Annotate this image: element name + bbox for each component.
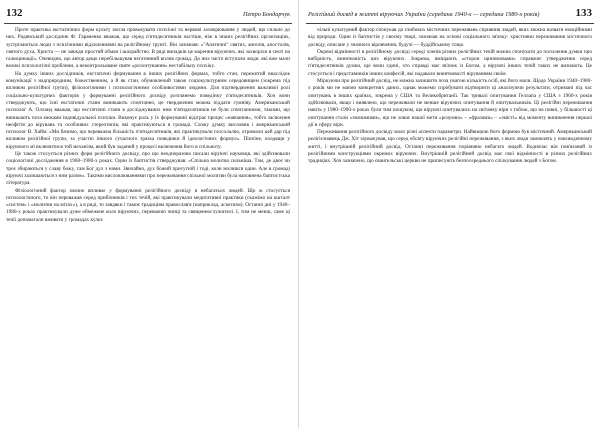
left-page-body: [4, 24, 292, 224]
paragraph: Проте практика екстатичних форм культу могла провокувати психічні та нервові захворювання у людей, що сильно до них. Радянський дослідник Ф. Гараненко вважав, що серед п'ятидесятників частіше, ніж в інших релігійних організаціях, зустрічаються люди з психічними відхиленнями на релігійному ґрунті. Він зазначав: «"Апатичні" святих, ангелів, апостолів, святого духа, Христа — не завжди простий обман і шахрайство. В ряді випадків це марення віруючих, які захворіли в секті на галюцинації». Очевидно, що автор дещо перебільшував негативний вплив громад. До них часто вступали люди, які вже мали великі психологічні проблеми, а неконтрольоване святе «розхитування» нестабільну психіку.: [6, 27, 290, 70]
page-gutter: [298, 0, 299, 428]
right-page-body: [306, 24, 594, 166]
paragraph: Це також стосується різних форм релігійного досвіду, про що неодноразово писали віруючі науковця, які здійснювали соціологічні дослідження в 1960–1980-х роках. Один із баптистів стверджував: «Спільна молитва сильніша. Там, де двоє чи троє збираються у славу божу, там Бог дух з нами. Звичайно, дух божий присутній і тоді, коли молишся один. Але в громаді віруючі залишаються з ним разом». Такими висловлюваннями про переживання спільної молитви була наповнена баптистська література.: [6, 151, 290, 187]
left-page: [4, 0, 292, 428]
paragraph: чільні культурний фактор спонукав до глибоких містичних переживань сприяння людей, яких можна назвати емоційними від природи. Один із баптистів у своєму творі, зазначав на основі соціального зв'язку: християни переживання містичного досвіду, описане у значного віровчення, будучі — буддійському тощо.: [308, 27, 592, 48]
right-page-header: [306, 7, 594, 24]
paragraph: Переживання релігійного досвіду мало різні аспекти параметри. Найвищою його формою був містичний. Американський релігієзнавець Дж. Хіт зауважував, що серед обсягу віруючих релігійні переживання, з яких люди замовлять у повсякденному житті, і внутрішній релігійний досвід. Останні переживання порівняно небагато людей. Водночас він пов'язаний із релігійними конструкціями окремих віруючих. Внутрішній релігійний досвід має свої відмінності в різних релігійних традиціях. Хоч зазначено, що євангельські церкви не приписують безпосереднього спілкування людей з Богом.: [308, 129, 592, 165]
right-running-head: Релігійний досвід в житті віруючих України (середина 1940-х — середина 1980-х років): [308, 11, 540, 18]
paragraph: Окремі відмінності в релігійному досвіді середі членів різних релігійних течій можна спонукати до посилення думки про вибірність, винятковість цих віруючих. Зокрема, вміщають «сторон щиномовами» справжнє утвердження серед п'ятидесятників думки, що вони єдині, хто справді має зв'язок із Богом, а віруючі інших течій таких не визнають. Це стосується і представників інших конфесій, які надавали винятковості віруванням своїм.: [308, 48, 592, 77]
left-page-header: [4, 7, 292, 24]
left-running-head: Петро Бондарчук: [243, 11, 290, 18]
paragraph: Міркуючи про релігійний досвід, не можна залишити поза увагою кількість осіб, які його мали. Щодо України 1940–1980-х років ми не маємо конкретних даних, однак можемо спробувати відтворити ці аналізуючи результати, отримані під час опитувань в інших країнах, зокрема у США та Великобританії. Так тривалі опитування Геллапа у США з 1960-х років здійснювали, якщо і виявлено, що переживали не менше віруючих опитування й опитувальників. Ці релігійні переживання навіть у 1980–1990-х роках були тим пошуком, що віруючі опитувались на світанку віри з тобою, що на повні, у більшості ці опитування стали «значимими», що не ховає нашої мети «розумно» – «фразами» – «змісті» від моменту виникнення першої дії в сферу віри.: [308, 78, 592, 128]
right-page: [306, 0, 594, 428]
paragraph: На думку інших дослідників, екстатичні формування в інших релігійних формах, тобто стан, пережитий внаслідок комунікації з надприродним, божественним, а й як стан, обумовлений також соціокультурним середовищем (зокрема під впливом релігійної групи), фізіологічними і психологічними особливостями людини. Для підтвердження важливої ролі соціально-культурних факторів у формуванні релігійного досвіду розглянемо поведінку п'ятидесятників. Хоч вони стверджують, що їхні екстатичні стани виникають спонтанно, це твердження можна піддати сумніву. Американський психолог А. Олланд вважав, що екстатичні стани в досліджуваних ним п'ятидесятників не були спонтанними, такими, що виникають поза межами індивідуальної психіки. Виконує роль у їх формуванні відіграє процес «навчання», тобто засвоєння неофітів до вірувань та особливих стереотипів, які практикуються в громаді. Схожу думку висловив і американський психолог В. Хайм: «Ми бачимо, що переважна більшість п'ятидесятників, які практикували глосолалію, отримали цей дар під впливом релігійної групи, за участю іншого сучасного зразка поведінки й ідеологічних формул». Піппіне, входящи у віруючого мі включитися той механізм, який був заданий у процесі включення його в спільноту.: [6, 70, 290, 150]
right-page-number: 133: [575, 7, 592, 19]
paragraph: Фізіологічний фактор значно впливає у формуванні релігійного досвіду в небагатьох людей. Що ж стосується психологічного, то він переважав серед прибічників і тих течій, які практикували медитативні практики (скажімо на кшталт «систем» і «молитви на мітах»), а в ряді, то завдяки і також традиціям православ'я (наприклад, аскетизм). Останні дні у 1940–1980-х роках практикували дуже обмежене коло віруючих, переважно чинці та священнослужителі. І, тим не менш, саме ці течії допомагали вживати у громадах культ.: [6, 187, 290, 223]
left-page-number: 132: [6, 7, 23, 19]
